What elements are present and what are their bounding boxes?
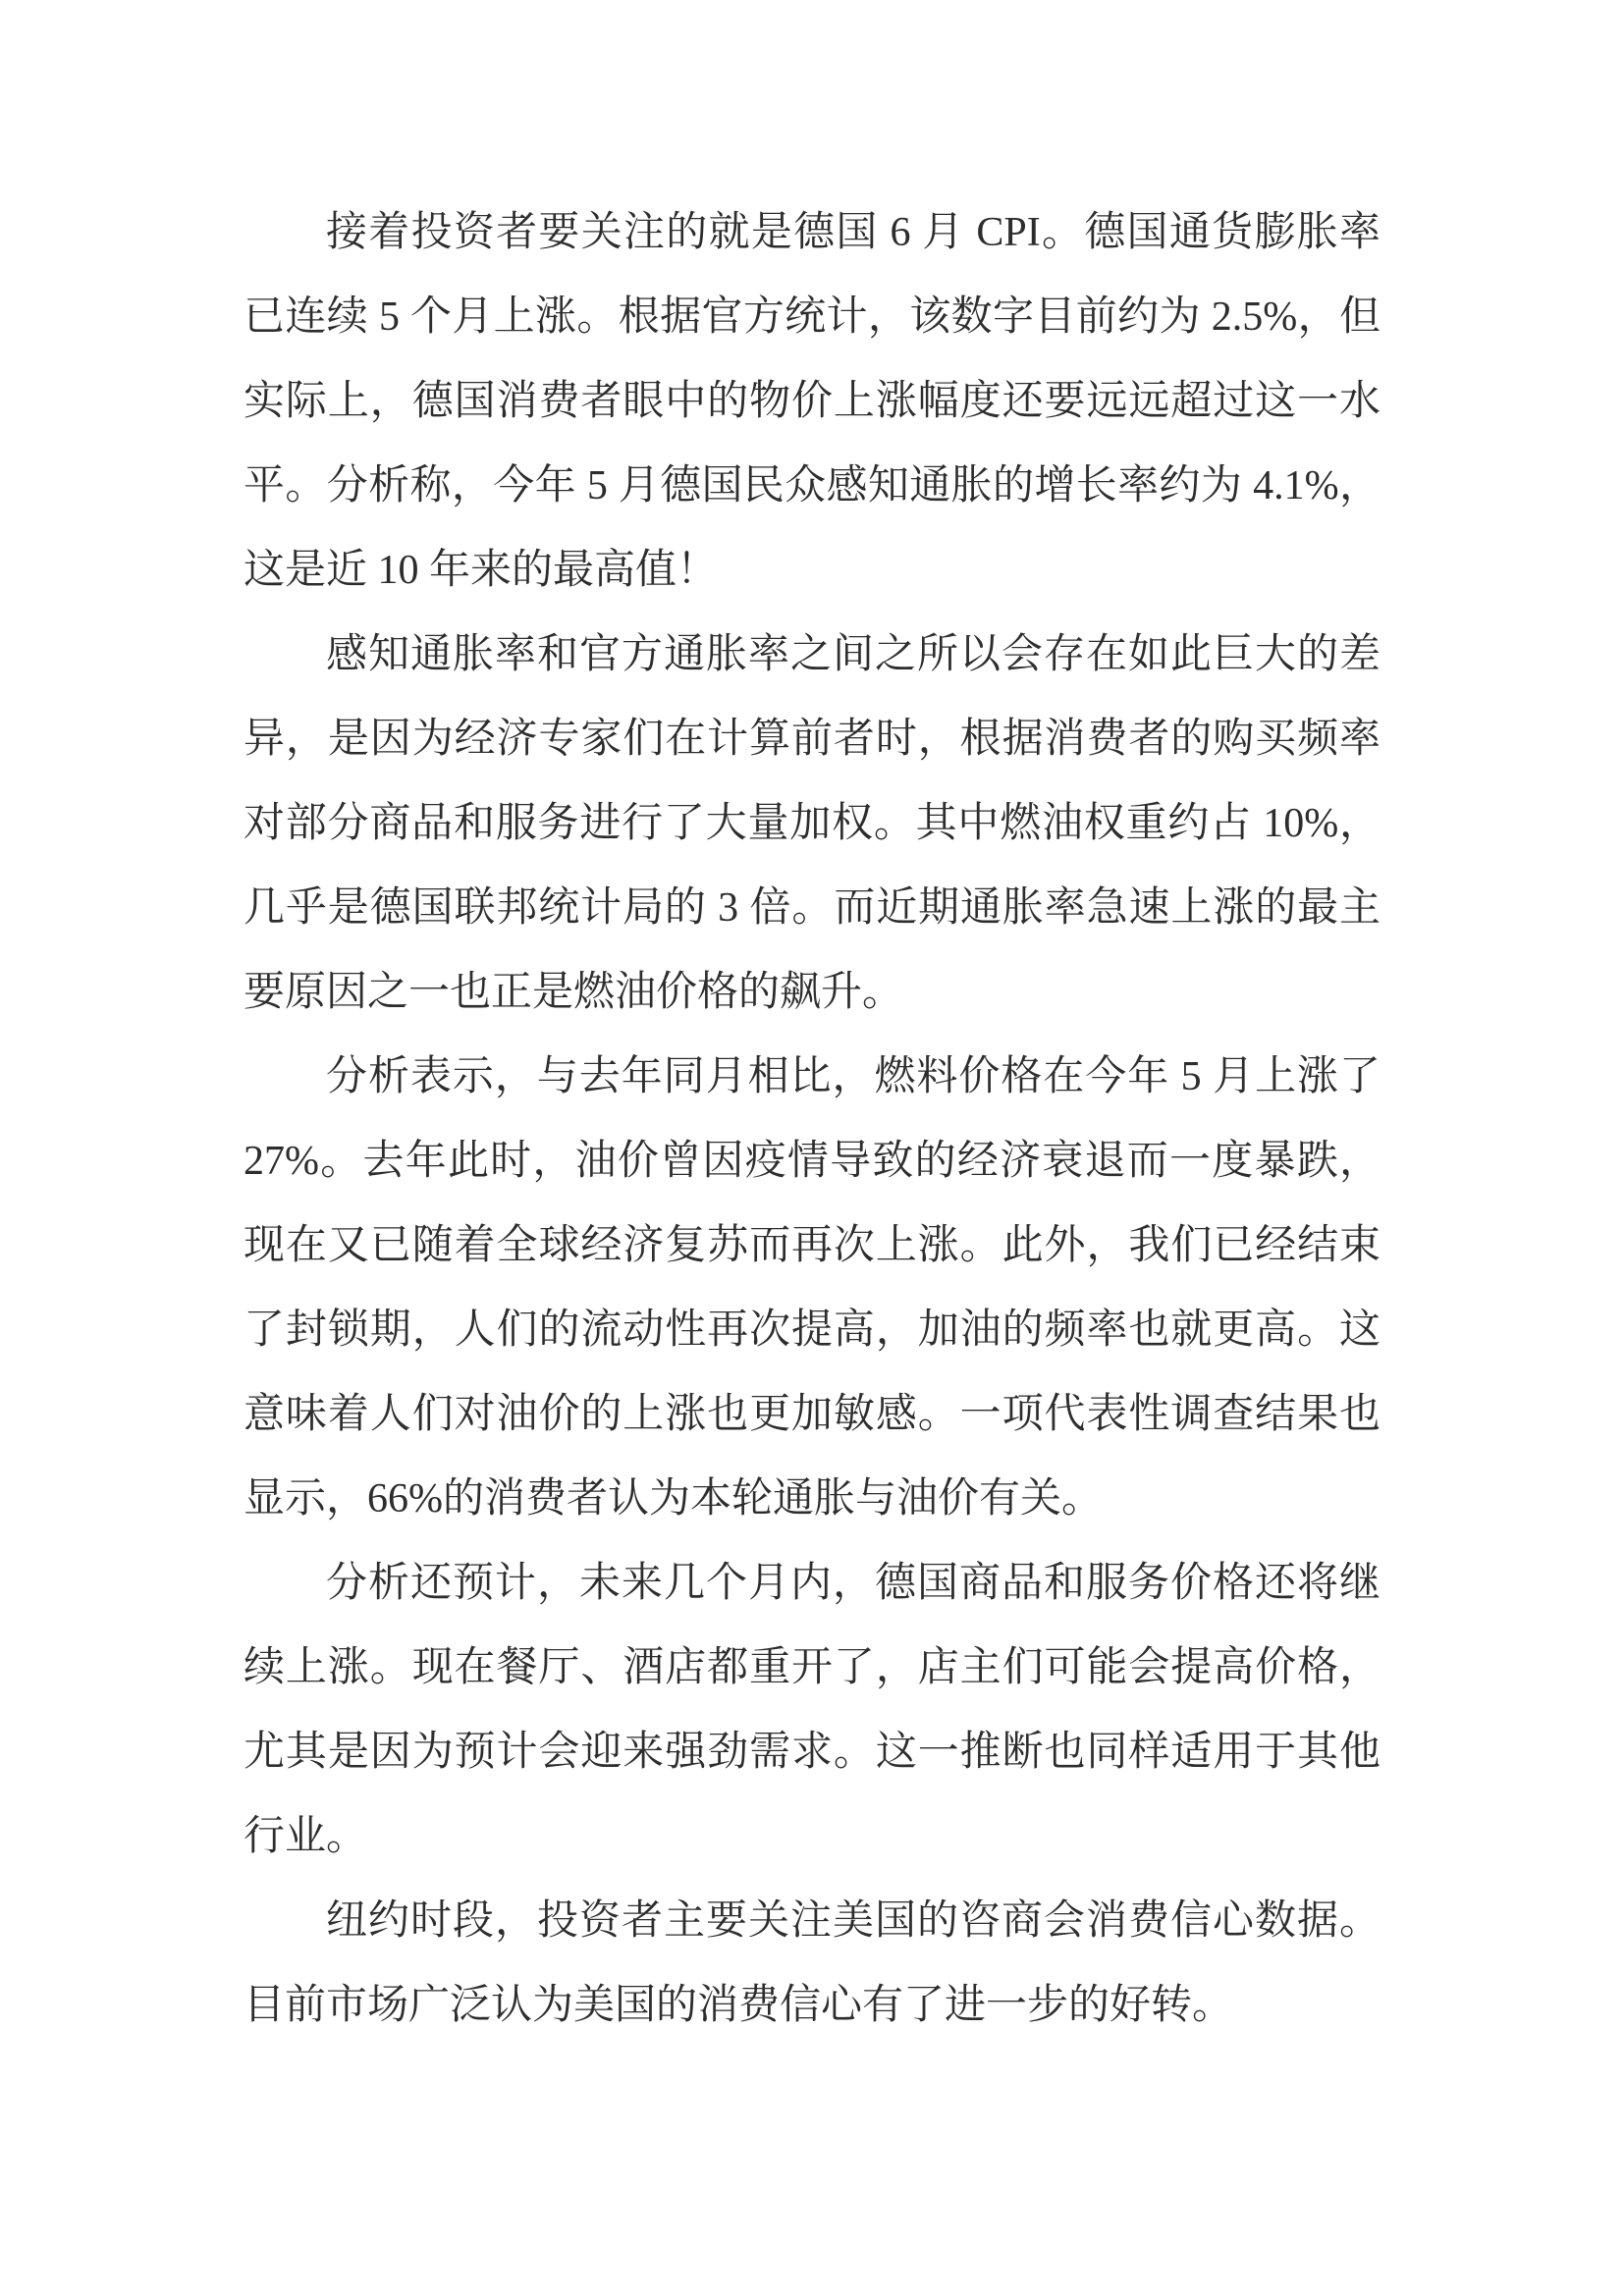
paragraph-4: 分析还预计，未来几个月内，德国商品和服务价格还将继续上涨。现在餐厅、酒店都重开了，店主们可能会提高价格，尤其是因为预计会迎来强劲需求。这一推断也同样适用于其他行业。 bbox=[244, 1561, 1380, 1859]
paragraph-1: 接着投资者要关注的就是德国 6 月 CPI。德国通货膨胀率已连续 5 个月上涨。根据官方统计，该数字目前约为 2.5%，但实际上，德国消费者眼中的物价上涨幅度还要远远超过这一水平。分析称，今年 5 月德国民众感知通胀的增长率约为 4.1%，这是近 10 年来的最高值！ bbox=[244, 210, 1380, 593]
paragraph-2: 感知通胀率和官方通胀率之间之所以会存在如此巨大的差异，是因为经济专家们在计算前者时，根据消费者的购买频率对部分商品和服务进行了大量加权。其中燃油权重约占 10%，几乎是德国联邦统计局的 3 倍。而近期通胀率急速上涨的最主要原因之一也正是燃油价格的飙升。 bbox=[244, 632, 1380, 1015]
article-text bbox=[244, 190, 1380, 2048]
paragraph-5: 纽约时段，投资者主要关注美国的咨商会消费信心数据。目前市场广泛认为美国的消费信心有了进一步的好转。 bbox=[244, 1898, 1380, 2028]
paragraph-3: 分析表示，与去年同月相比，燃料价格在今年 5 月上涨了 27%。去年此时，油价曾因疫情导致的经济衰退而一度暴跌，现在又已随着全球经济复苏而再次上涨。此外，我们已经结束了封锁期，人们的流动性再次提高，加油的频率也就更高。这意味着人们对油价的上涨也更加敏感。一项代表性调查结果也显示，66%的消费者认为本轮通胀与油价有关。 bbox=[244, 1054, 1380, 1522]
